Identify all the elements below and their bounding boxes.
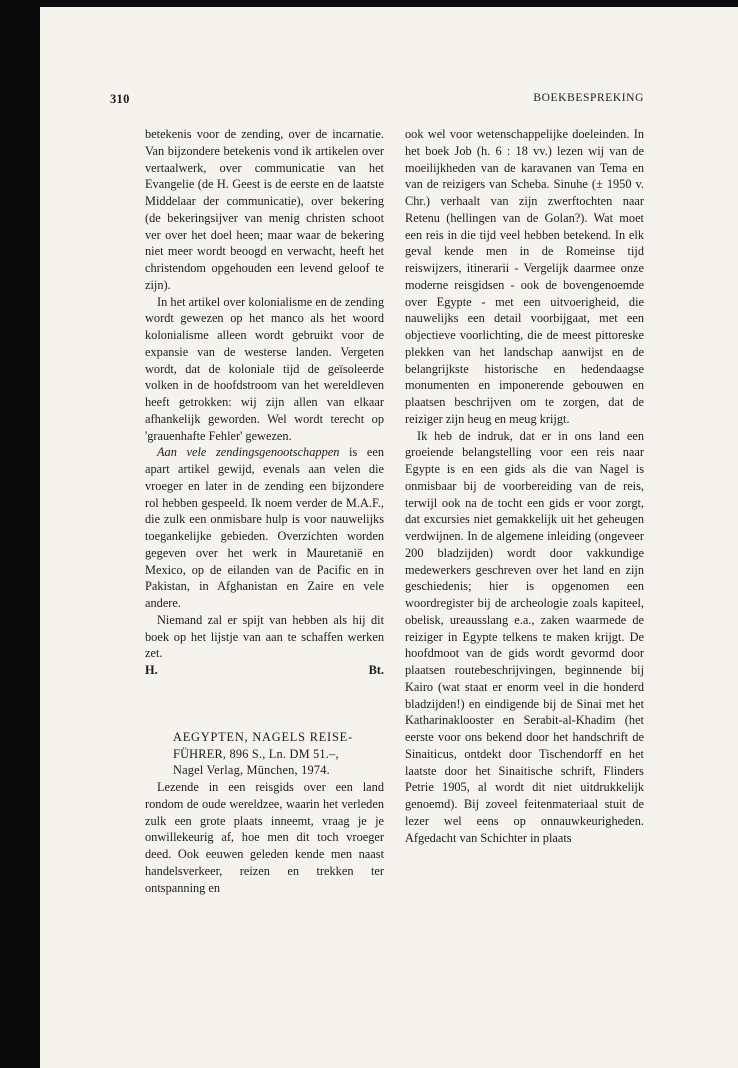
- paragraph: betekenis voor de zending, over de incarnatie. Van bijzondere betekenis vond ik artikelen over vertaalwerk, over communicatie van het Evangelie (de H. Geest is de eerste en de laatste Middelaar der communicatie), over bekering (de bekeringsijver van menig christen schoot ver over het doel heen; maar waar de bekering niet meer wordt beoogd en verwacht, heeft het christendom opgehouden een levend geloof te zijn).: [145, 127, 384, 292]
- italic-phrase: Aan vele zendingsgenootschappen: [157, 445, 340, 460]
- paragraph: [145, 444, 384, 612]
- paragraph: Niemand zal er spijt van hebben als hij dit boek op het lijstje van aan te schaffen werken zet.: [145, 612, 384, 661]
- review-publisher-line: Nagel Verlag, München, 1974.: [173, 763, 330, 778]
- signature-initial: H.: [145, 663, 158, 677]
- running-head: BOEKBESPREKING: [533, 92, 644, 104]
- page-header: [110, 92, 644, 108]
- review-signature: [145, 662, 384, 679]
- page-number: 310: [110, 92, 130, 106]
- review-title-line: AEGYPTEN, NAGELS REISE-: [173, 729, 353, 744]
- right-column: [405, 126, 644, 846]
- paragraph: Ik heb de indruk, dat er in ons land een groeiende belangstelling voor een reis naar Egypte is en een gids als die van Nagel is onmisbaar bij de voorbereiding van de reis, terwijl ook na de tocht een gids er voor zorgt, dat excursies niet gemakkelijk uit het geheugen verdwijnen. In de algemene inleiding (ongeveer 200 bladzijden) wordt door vakkundige medewerkers geschreven over het land en zijn geschiedenis; hier is opgenomen een woordregister bij de archeologie zoals kapiteel, obelisk, ureausslang e.a., zaken waarmede de reiziger in Egypte telkens te maken krijgt. De hoofdmoot van de gids wordt gevormd door plaatsen routebeschrijvingen, beginnende bij Kairo (wat staat er enorm veel in die honderd bladzijden!) en eindigende bij de Sinai met het Katharinaklooster en Serabit-al-Khadim (het eerste voor ons bekend door het handschrift de Sinaiticus, ontdekt door Tischendorff en het laatste door het Sinaitische schrift, Flinders Petrie 1905, al wordt dit niet uitdrukkelijk genoemd). Bij zoveel feitenmateriaal stuit de lezer wel eens op onnauwkeurigheden. Afgedacht van Schichter in plaats: [405, 428, 644, 845]
- review-heading: [145, 729, 384, 779]
- paragraph: In het artikel over kolonialisme en de zending wordt gewezen op het manco als het woord kolonialisme alleen wordt gebruikt voor de expansie van de westerse landen. Vergeten wordt, dat de koloniale tijd de geïsoleerde volken in de hoofdstroom van het wereldleven heeft getrokken: wij zijn allen van elkaar afhankelijk geworden. Wel wordt terecht op 'grauenhafte Fehler' gewezen.: [145, 294, 384, 443]
- left-column: [145, 126, 384, 896]
- review-title-line: FÜHRER, 896 S., Ln. DM 51.–,: [173, 746, 339, 761]
- paragraph-text: is een apart artikel gewijd, evenals aan velen die vroeger en later in de zending een bijzondere rol hebben gespeeld. Ik noem verder de M.A.F., die zulk een onmisbare hulp is voor nauwelijks toegankelijke gebieden. Overzichten worden gegeven over het werk in Mauretanië en Mexico, op de eilanden van de Pacific en in Pakistan, in Afghanistan en Zaire en vele andere.: [145, 445, 384, 610]
- paragraph: ook wel voor wetenschappelijke doeleinden. In het boek Job (h. 6 : 18 vv.) lezen wij van de moeilijkheden van de karavanen van Tema en van de reizigers van Scheba. Sinuhe (± 1950 v. Chr.) verhaalt van zijn zwerftochten naar Retenu (hellingen van de Golan?). Wat moet een reis in die tijd veel hebben betekend. In elk geval kende men in de Romeinse tijd reiswijzers, itinerarii - Vergelijk daarmee onze moderne reisgidsen - ook de bovengenoemde over Egypte - met een uitvoerigheid, die nauwelijks een detail voorbijgaat, met een objectieve voorlichting, die de meest pittoreske plekken van het landschap aanwijst en de belangrijkste historische en hedendaagse monumenten en imponerende gebouwen en plaatsen beschrijven om te zorgen, dat de reiziger zijn heug en meug krijgt.: [405, 127, 644, 426]
- paragraph: Lezende in een reisgids over een land rondom de oude wereldzee, waarin het verleden zulk een grote plaats inneemt, vraag je je onwillekeurig af, hoe men dit toch vroeger deed. Ook eeuwen geleden kende men naast handelsverkeer, reizen en trekken ter ontspanning en: [145, 780, 384, 895]
- signature-initials: Bt.: [368, 663, 384, 677]
